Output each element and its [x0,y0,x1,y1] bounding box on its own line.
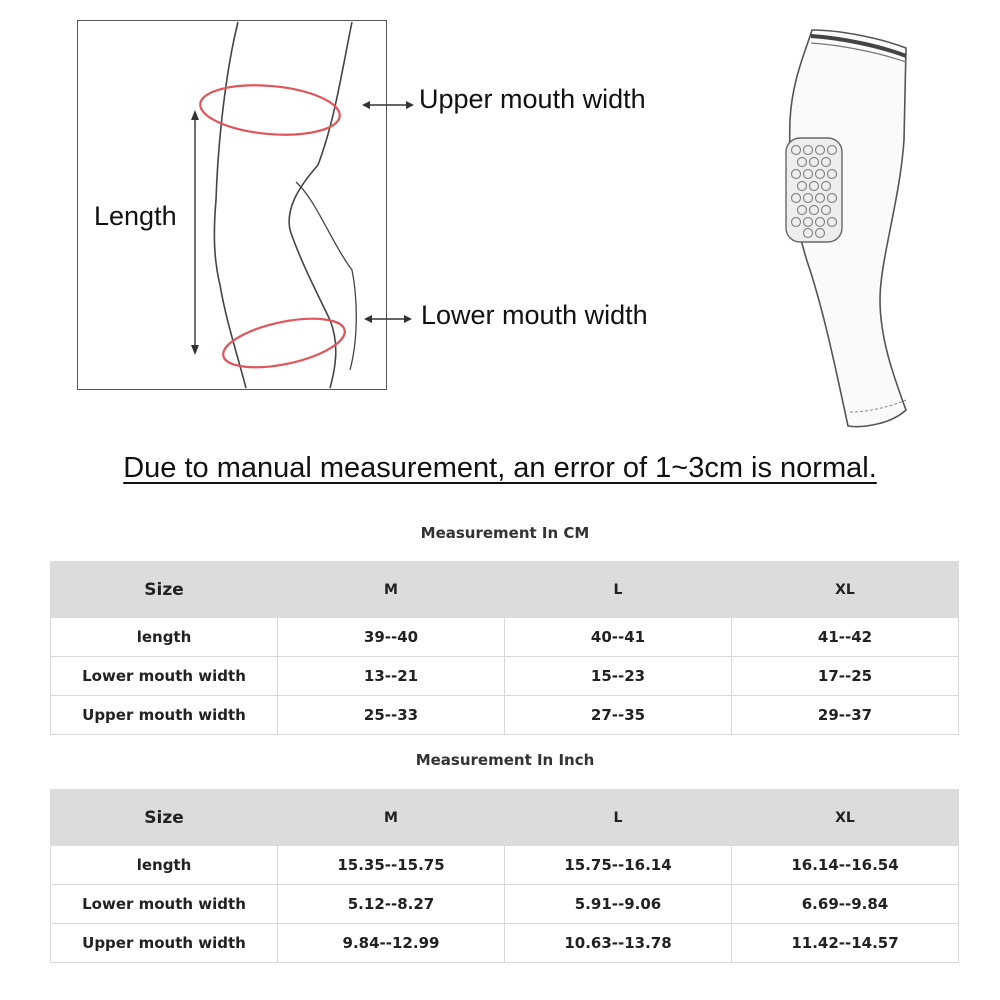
table-header-row [51,790,959,846]
table-cell: 11.42--14.57 [732,924,959,963]
table-cell: 5.91--9.06 [505,885,732,924]
lower-ring [219,310,349,377]
table-row [51,846,959,885]
table-cell: 15.35--15.75 [278,846,505,885]
table-cell: 15.75--16.14 [505,846,732,885]
table-cell: 5.12--8.27 [278,885,505,924]
size-table-cm [50,561,959,735]
row-label: Lower mouth width [51,657,278,696]
table-row [51,618,959,657]
table-row [51,657,959,696]
header-cell-m: M [278,562,505,618]
header-cell-xl: XL [732,790,959,846]
row-label: Upper mouth width [51,924,278,963]
table-cell: 39--40 [278,618,505,657]
row-label: length [51,846,278,885]
table-cell: 27--35 [505,696,732,735]
table-cell: 9.84--12.99 [278,924,505,963]
upper-ring [198,80,342,140]
arm-inner-fold [296,182,356,370]
table-cell: 6.69--9.84 [732,885,959,924]
table-cell: 40--41 [505,618,732,657]
header-cell-l: L [505,562,732,618]
size-table-inch [50,789,959,963]
table-row [51,885,959,924]
measurement-note-text: Due to manual measurement, an error of 1~3cm is normal. [123,452,877,484]
header-cell-l: L [505,790,732,846]
arm-outline-left [214,22,246,388]
table-header-row [51,562,959,618]
header-cell-m: M [278,790,505,846]
arm-outline-right [289,22,352,388]
header-cell-size: Size [51,562,278,618]
table-cell: 17--25 [732,657,959,696]
table-cell: 10.63--13.78 [505,924,732,963]
table-cell: 29--37 [732,696,959,735]
table-cell: 16.14--16.54 [732,846,959,885]
table-cell: 41--42 [732,618,959,657]
upper-mouth-width-label: Upper mouth width [419,84,646,114]
row-label: Upper mouth width [51,696,278,735]
table-row [51,696,959,735]
header-cell-size: Size [51,790,278,846]
table-cell: 13--21 [278,657,505,696]
row-label: Lower mouth width [51,885,278,924]
header-cell-xl: XL [732,562,959,618]
measurement-note [0,452,1000,485]
table-title-inch: Measurement In Inch [415,751,595,769]
table-row [51,924,959,963]
table-title-cm: Measurement In CM [420,524,590,542]
length-label: Length [94,201,177,231]
table-cell: 15--23 [505,657,732,696]
table-cell: 25--33 [278,696,505,735]
row-label: length [51,618,278,657]
lower-mouth-width-label: Lower mouth width [421,300,648,330]
arm-sleeve-product [786,30,906,427]
